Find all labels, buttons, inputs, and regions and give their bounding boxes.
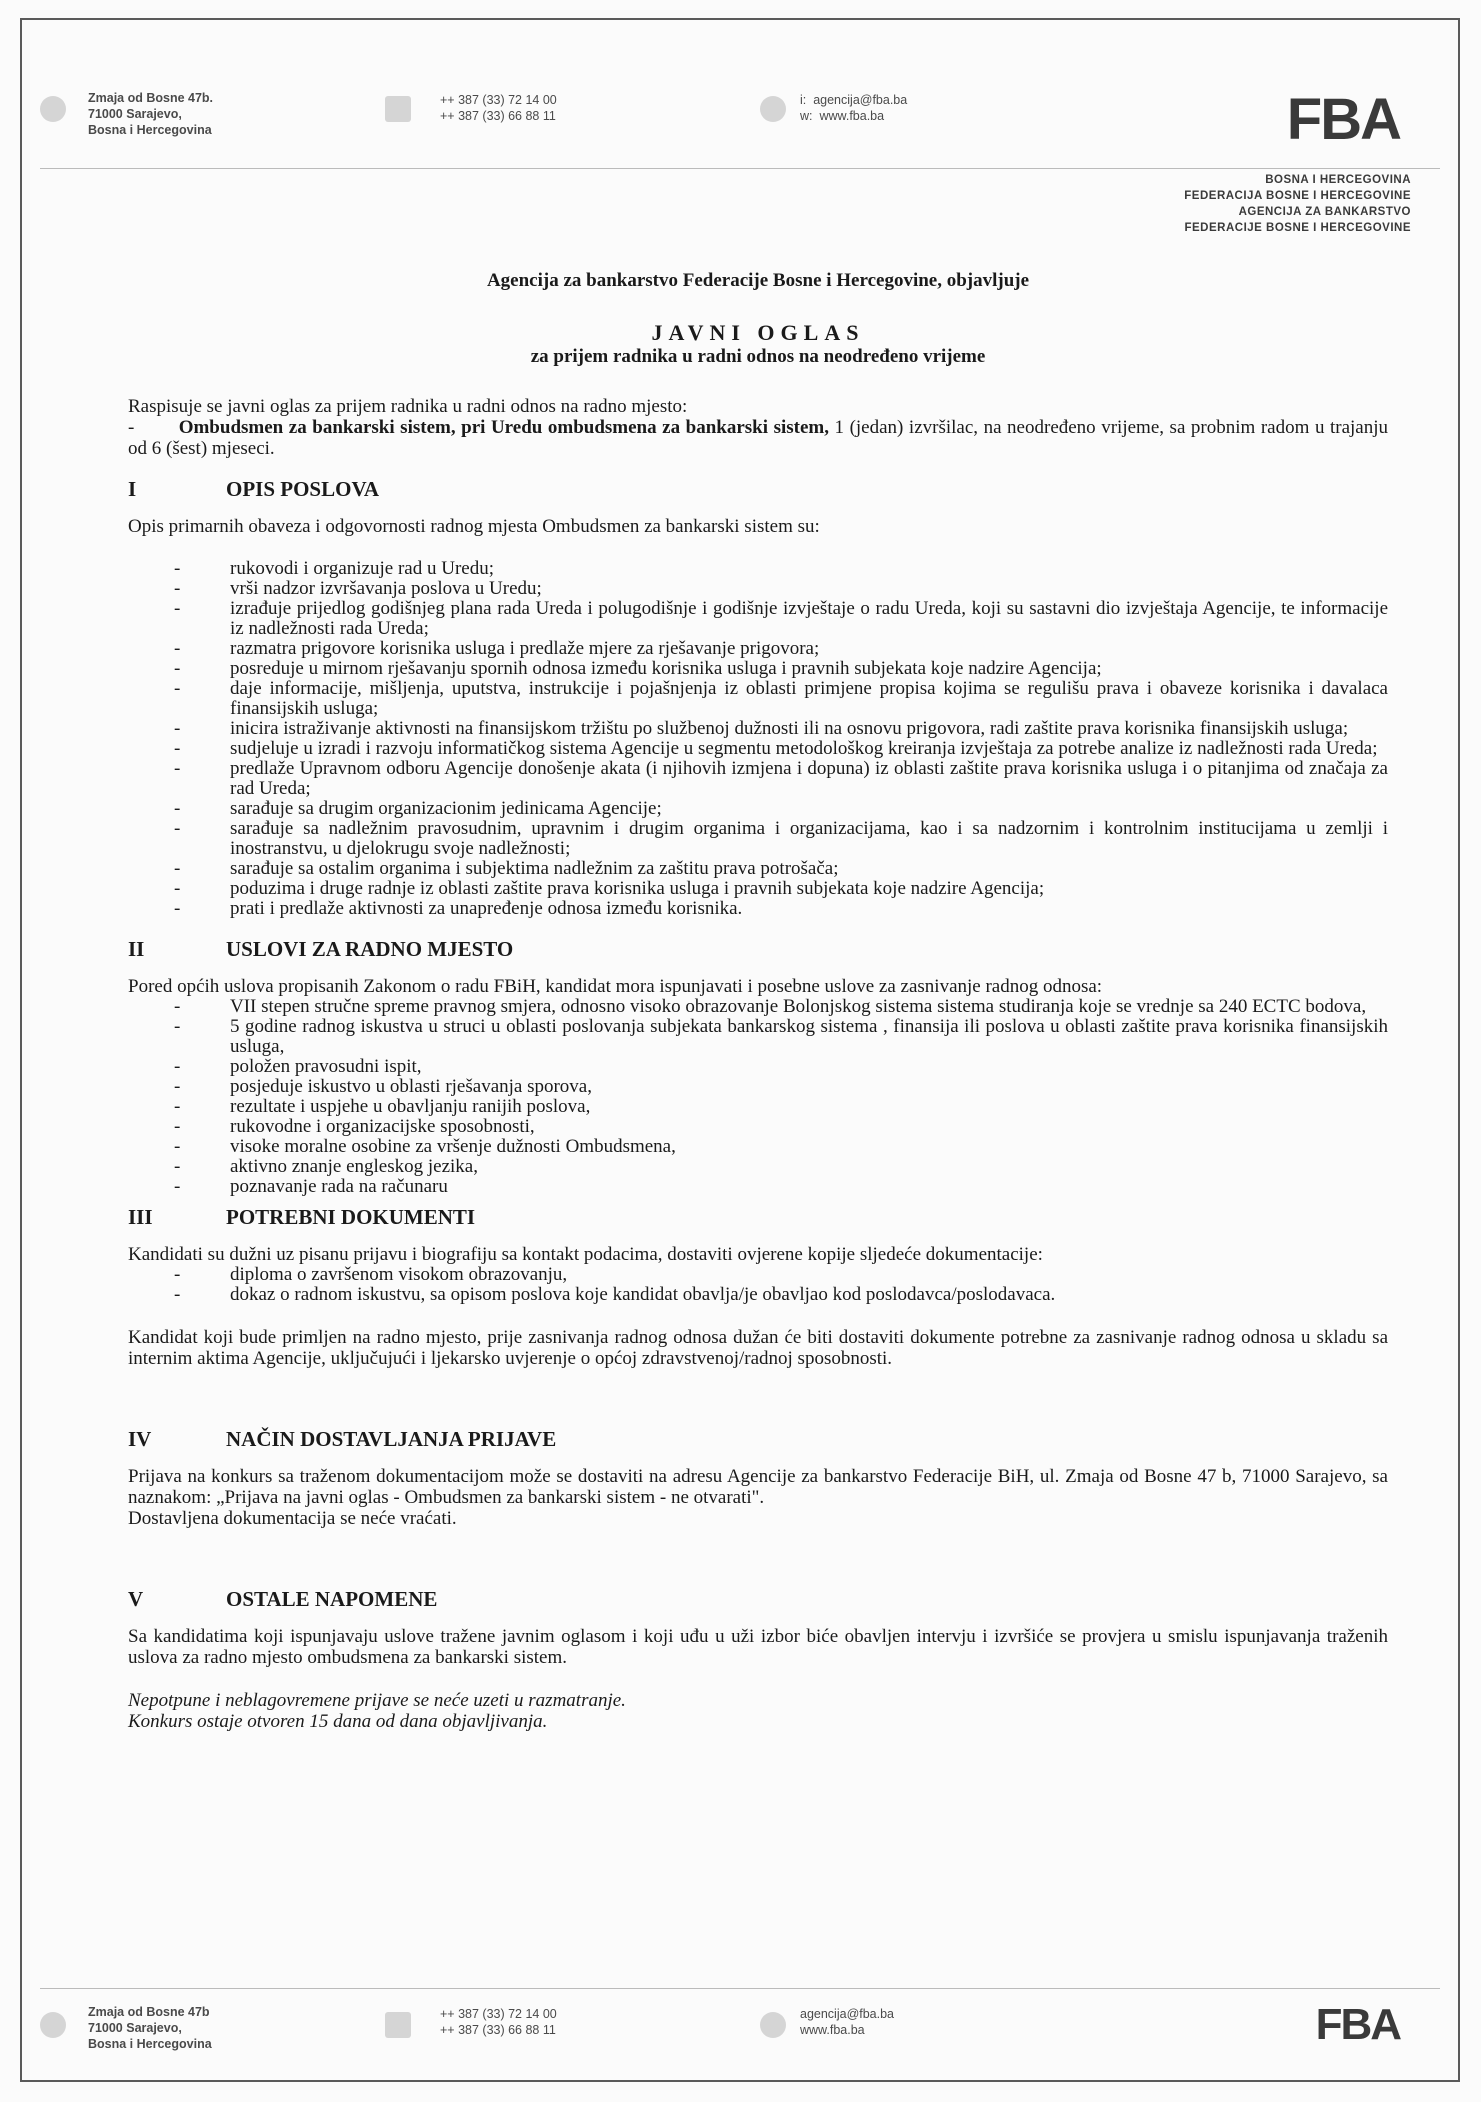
list-item: - visoke moralne osobine za vršenje dužnosti Ombudsmena, [128,1137,1388,1157]
documents-list [128,1265,1388,1305]
list-item: - predlaže Upravnom odboru Agencije donošenje akata (i njihovih izmjena i dopuna) iz oblasti zaštite prava korisnika usluga i o pitanjima od značaja za rad Ureda; [128,759,1388,799]
header-web: i: agencija@fba.ba w: www.fba.ba [800,93,908,123]
section1-lead: Opis primarnih obaveza i odgovornosti radnog mjesta Ombudsmen za bankarski sistem su: [128,516,820,537]
header-divider [40,168,1440,169]
footer-phones: ++ 387 (33) 72 14 00 ++ 387 (33) 66 88 11 [440,2007,557,2037]
publisher-line: Agencija za bankarstvo Federacije Bosne i Hercegovine, objavljuje [486,270,1030,291]
open-period-notice: Konkurs ostaje otvoren 15 dana od dana objavljivanja. [128,1711,548,1732]
agency-names: BOSNA I HERCEGOVINA FEDERACIJA BOSNE I HERCEGOVINE AGENCIJA ZA BANKARSTVO FEDERACIJE BOSNE I HERCEGOVINE [1184,174,1411,234]
section-heading-5: V OSTALE NAPOMENE [128,1587,438,1611]
list-item: - dokaz o radnom iskustvu, sa opisom poslova koje kandidat obavlja/je obavljao kod poslodavca/poslodavaca. [128,1285,1388,1305]
list-item: - izrađuje prijedlog godišnjeg plana rada Ureda i polugodišnje i godišnje izvještaje o radu Ureda, koji su sastavni dio izvještaja Agencije, te informacije iz nadležnosti rada Ureda; [128,599,1388,639]
section-heading-2: II USLOVI ZA RADNO MJESTO [128,937,514,961]
section5-text: Sa kandidatima koji ispunjavaju uslove tražene javnim oglasom i koji uđu u uži izbor biće obavljen intervju i izvršiće se provjera u smislu ispunjavanja traženih uslova za radno mjesto ombudsmena za bankarski sistem. [128,1626,1388,1668]
list-item: - 5 godine radnog iskustva u struci u oblasti poslovanja subjekata bankarskog sistema , finansija ili poslova u oblasti zaštite prava korisnika finansijskih usluga, [128,1017,1388,1057]
list-item: - poduzima i druge radnje iz oblasti zaštite prava korisnika usluga i pravnih subjekata koje nadzire Agencija; [128,879,1388,899]
section4-text: Prijava na konkurs sa traženom dokumentacijom može se dostaviti na adresu Agencije za bankarstvo Federacije BiH, ul. Zmaja od Bosne 47 b, 71000 Sarajevo, sa naznakom: „Prijava na javni oglas - Ombudsmen za bankarski sistem - ne otvarati". [128,1466,1388,1508]
section-heading-4: IV NAČIN DOSTAVLJANJA PRIJAVE [128,1427,557,1451]
document-title: JAVNI OGLAS [651,320,865,345]
letterhead [40,78,1440,168]
list-item: - aktivno znanje engleskog jezika, [128,1157,1388,1177]
list-item: - rukovodne i organizacijske sposobnosti, [128,1117,1388,1137]
list-item: - razmatra prigovore korisnika usluga i predlaže mjere za rješavanje prigovora; [128,639,1388,659]
footer-divider [40,1988,1440,1989]
intro-position: - Ombudsmen za bankarski sistem, pri Uredu ombudsmena za bankarski sistem, 1 (jedan) izvršilac, na neodređeno vrijeme, sa probnim radom u trajanju od 6 (šest) mjeseci. [128,417,1389,459]
list-item: - daje informacije, mišljenja, uputstva, instrukcije i pojašnjenja iz oblasti primjene propisa kojima se regulišu prava i obaveze korisnika i davalaca finansijskih usluga; [128,679,1388,719]
footer-address: Zmaja od Bosne 47b 71000 Sarajevo, Bosna i Hercegovina [88,2005,212,2051]
section3-lead: Kandidati su dužni uz pisanu prijavu i biografiju sa kontakt podacima, dostaviti ovjerene kopije sljedeće dokumentacije: [128,1244,1043,1265]
requirements-list [128,997,1388,1197]
list-item: - položen pravosudni ispit, [128,1057,1388,1077]
globe-icon [760,2012,786,2038]
document-body [128,270,1388,1732]
fba-logo: FBA [1286,87,1400,152]
list-item: - sarađuje sa drugim organizacionim jedinicama Agencije; [128,799,1388,819]
list-item: - rezultate i uspjehe u obavljanju ranijih poslova, [128,1097,1388,1117]
list-item: - posreduje u mirnom rješavanju spornih odnosa između korisnika usluga i pravnih subjekata koje nadzire Agencija; [128,659,1388,679]
duties-list [128,559,1388,919]
list-item: - prati i predlaže aktivnosti za unapređenje odnosa između korisnika. [128,899,1388,919]
footer-web: agencija@fba.ba www.fba.ba [800,2007,895,2037]
header-address: Zmaja od Bosne 47b. 71000 Sarajevo, Bosna i Hercegovina [88,91,214,137]
list-item: - inicira istraživanje aktivnosti na finansijskom tržištu po službenoj dužnosti ili na osnovu prigovora, radi zaštite prava korisnika finansijskih usluga; [128,719,1388,739]
list-item: - diploma o završenom visokom obrazovanju, [128,1265,1388,1285]
footer [40,2000,1440,2060]
location-icon [40,96,66,122]
list-item: - posjeduje iskustvo u oblasti rješavanja sporova, [128,1077,1388,1097]
section4-text2: Dostavljena dokumentacija se neće vraćati. [128,1508,457,1529]
phone-icon [385,96,411,122]
section-heading-1: I OPIS POSLOVA [128,477,380,501]
list-item: - rukovodi i organizuje rad u Uredu; [128,559,1388,579]
list-item: - sarađuje sa ostalim organima i subjektima nadležnim za zaštitu prava potrošača; [128,859,1388,879]
list-item: - poznavanje rada na računaru [128,1177,1388,1197]
section2-lead: Pored općih uslova propisanih Zakonom o radu FBiH, kandidat mora ispunjavati i posebne uslove za zasnivanje radnog odnosa: [128,976,1103,997]
list-item: - VII stepen stručne spreme pravnog smjera, odnosno visoko obrazovanje Bolonjskog sistema sistema studiranja koje se vrednje sa 240 ECTC bodova, [128,997,1388,1017]
header-phones: ++ 387 (33) 72 14 00 ++ 387 (33) 66 88 11 [440,93,557,123]
phone-icon [385,2012,411,2038]
intro-line: Raspisuje se javni oglas za prijem radnika u radni odnos na radno mjesto: [128,396,688,417]
list-item: - sarađuje sa nadležnim pravosudnim, upravnim i drugim organima i organizacijama, kao i sa nadzornim i kontrolnim institucijama u zemlji i inostranstvu, u djelokrugu svoje nadležnosti; [128,819,1388,859]
location-icon [40,2012,66,2038]
section-heading-3: III POTREBNI DOKUMENTI [128,1205,476,1229]
list-item: - sudjeluje u izradi i razvoju informatičkog sistema Agencije u segmentu metodološkog kreiranja izvještaja za potrebe analize iz nadležnosti rada Ureda; [128,739,1388,759]
list-item: - vrši nadzor izvršavanja poslova u Uredu; [128,579,1388,599]
document-subtitle: za prijem radnika u radni odnos na neodređeno vrijeme [530,346,986,367]
section3-note: Kandidat koji bude primljen na radno mjesto, prije zasnivanja radnog odnosa dužan će biti dostaviti dokumente potrebne za zasnivanje radnog odnosa u skladu sa internim aktima Agencije, uključujući i ljekarsko uvjerenje o općoj zdravstvenoj/radnoj sposobnosti. [128,1327,1388,1369]
globe-icon [760,96,786,122]
incomplete-notice: Nepotpune i neblagovremene prijave se neće uzeti u razmatranje. [128,1690,626,1711]
fba-logo: FBA [1315,2000,1400,2049]
